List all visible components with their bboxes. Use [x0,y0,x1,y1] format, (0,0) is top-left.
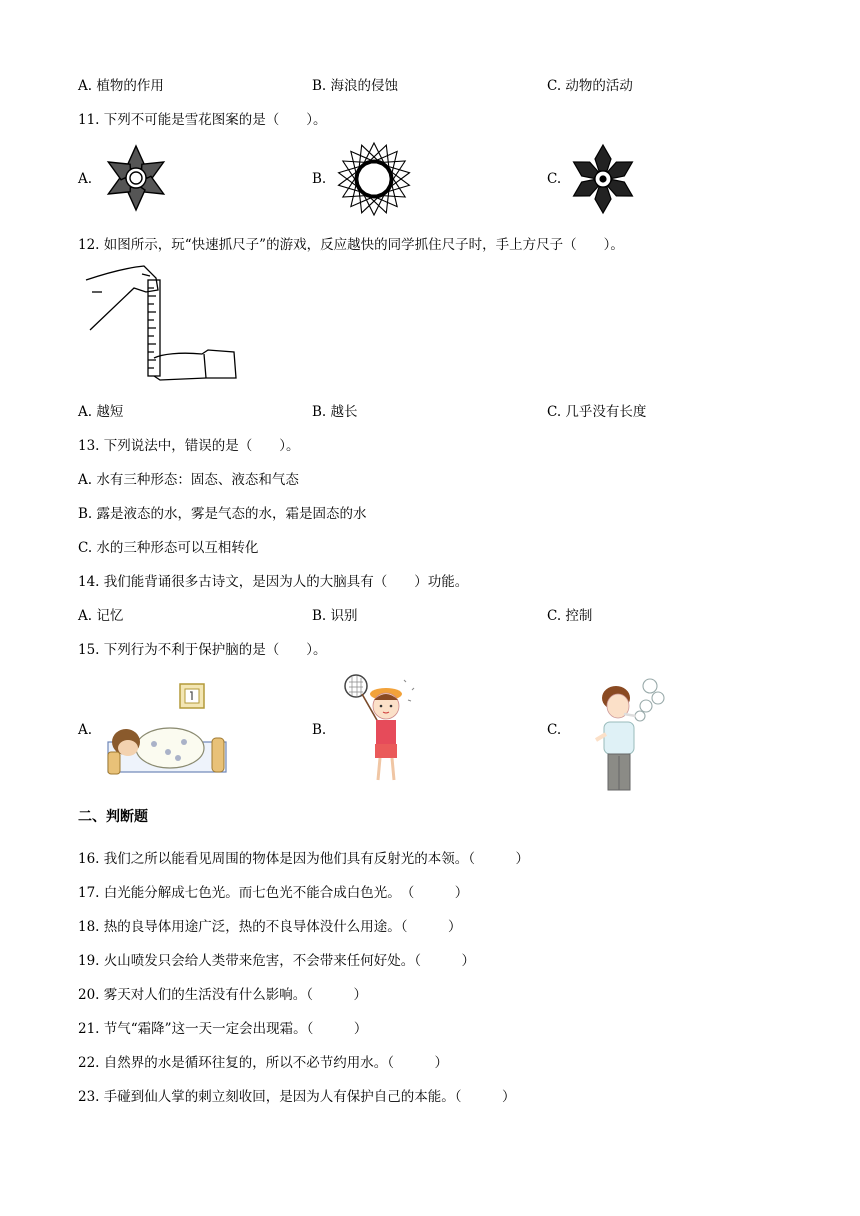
snowflake-c-image [566,142,640,216]
q12-option-a: A. 越短 [78,404,124,420]
q15-label-a: A. [78,722,93,738]
q12-option-b: B. 越长 [312,404,358,420]
q12-stem: 12. 如图所示，玩“快速抓尺子”的游戏，反应越快的同学抓住尺子时，手上方尺子（ ）。 [78,237,624,253]
child-smoking-image [584,670,674,794]
child-with-net-image [342,670,426,794]
judgment-21: 21. 节气“霜降”这一天一定会出现霜。（ ） [78,1021,368,1037]
sleeping-child-image [104,682,234,778]
q13-option-b: B. 露是液态的水，雾是气态的水，霜是固态的水 [78,506,367,522]
q11-label-b: B. [312,171,327,187]
q11-stem: 11. 下列不可能是雪花图案的是（ ）。 [78,112,327,128]
judgment-18: 18. 热的良导体用途广泛，热的不良导体没什么用途。（ ） [78,919,462,935]
q15-stem: 15. 下列行为不利于保护脑的是（ ）。 [78,642,327,658]
q11-label-c: C. [547,171,562,187]
judgment-22: 22. 自然界的水是循环往复的，所以不必节约用水。（ ） [78,1055,449,1071]
q14-option-a: A. 记忆 [78,608,124,624]
q10-option-a: A. 植物的作用 [78,78,164,94]
judgment-19: 19. 火山喷发只会给人类带来危害，不会带来任何好处。（ ） [78,953,476,969]
q15-label-b: B. [312,722,327,738]
q13-option-a: A. 水有三种形态：固态、液态和气态 [78,472,299,488]
section-title-judgment: 二、判断题 [78,809,148,825]
ruler-catch-image [84,262,240,386]
q14-option-c: C. 控制 [547,608,593,624]
circular-pattern-b-image [335,140,413,218]
snowflake-a-image [100,142,172,214]
q13-option-c: C. 水的三种形态可以互相转化 [78,540,259,556]
q11-label-a: A. [78,171,93,187]
judgment-20: 20. 雾天对人们的生活没有什么影响。（ ） [78,987,368,1003]
q10-option-c: C. 动物的活动 [547,78,633,94]
q13-stem: 13. 下列说法中，错误的是（ ）。 [78,438,300,454]
q14-stem: 14. 我们能背诵很多古诗文，是因为人的大脑具有（ ）功能。 [78,574,469,590]
q14-option-b: B. 识别 [312,608,358,624]
q12-option-c: C. 几乎没有长度 [547,404,647,420]
judgment-23: 23. 手碰到仙人掌的刺立刻收回，是因为人有保护自己的本能。（ ） [78,1089,516,1105]
q10-option-b: B. 海浪的侵蚀 [312,78,399,94]
judgment-16: 16. 我们之所以能看见周围的物体是因为他们具有反射光的本领。（ ） [78,851,530,867]
q15-label-c: C. [547,722,562,738]
judgment-17: 17. 白光能分解成七色光。而七色光不能合成白色光。 （ ） [78,885,469,901]
